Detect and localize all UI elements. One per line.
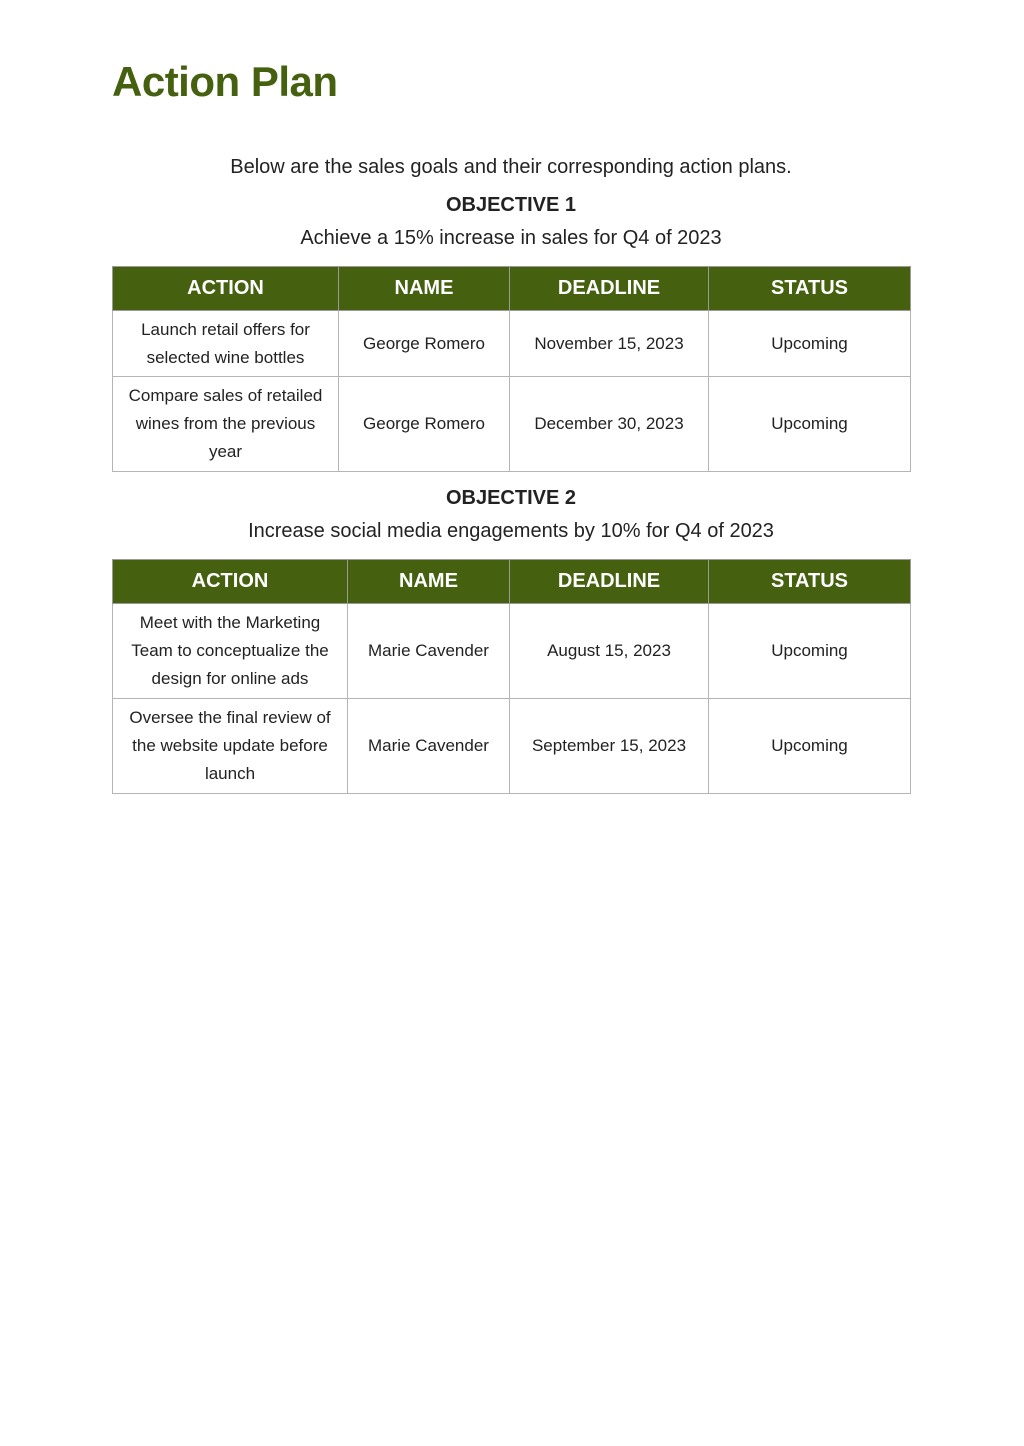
- table-row: [113, 311, 911, 377]
- cell-name: Marie Cavender: [348, 699, 510, 794]
- cell-deadline: November 15, 2023: [510, 311, 709, 377]
- cell-deadline: August 15, 2023: [510, 604, 709, 699]
- cell-deadline: December 30, 2023: [510, 377, 709, 472]
- cell-name: Marie Cavender: [348, 604, 510, 699]
- cell-action: Launch retail offers for selected wine bottles: [113, 311, 339, 377]
- table-header-row: [113, 560, 911, 604]
- cell-action: Oversee the final review of the website update before launch: [113, 699, 348, 794]
- cell-deadline: September 15, 2023: [510, 699, 709, 794]
- header-name: NAME: [339, 267, 510, 311]
- objective-2-label: OBJECTIVE 2: [445, 487, 577, 509]
- intro-text: Below are the sales goals and their corresponding action plans.: [230, 156, 792, 178]
- objective-2-description: Increase social media engagements by 10% for Q4 of 2023: [248, 520, 774, 542]
- cell-name: George Romero: [339, 377, 510, 472]
- objective-1-label: OBJECTIVE 1: [445, 194, 577, 216]
- header-action: ACTION: [113, 267, 339, 311]
- header-status: STATUS: [709, 560, 911, 604]
- cell-status: Upcoming: [709, 311, 911, 377]
- header-status: STATUS: [709, 267, 911, 311]
- table-header-row: [113, 267, 911, 311]
- objective-1-table: [112, 266, 911, 472]
- cell-action: Meet with the Marketing Team to conceptualize the design for online ads: [113, 604, 348, 699]
- table-row: [113, 699, 911, 794]
- header-deadline: DEADLINE: [510, 267, 709, 311]
- objective-2-table: [112, 559, 911, 794]
- objective-1-description: Achieve a 15% increase in sales for Q4 of 2023: [300, 227, 722, 249]
- cell-action: Compare sales of retailed wines from the previous year: [113, 377, 339, 472]
- header-action: ACTION: [113, 560, 348, 604]
- header-deadline: DEADLINE: [510, 560, 709, 604]
- cell-name: George Romero: [339, 311, 510, 377]
- cell-status: Upcoming: [709, 604, 911, 699]
- cell-status: Upcoming: [709, 699, 911, 794]
- table-row: [113, 604, 911, 699]
- header-name: NAME: [348, 560, 510, 604]
- cell-status: Upcoming: [709, 377, 911, 472]
- page-title: Action Plan: [112, 58, 338, 105]
- table-row: [113, 377, 911, 472]
